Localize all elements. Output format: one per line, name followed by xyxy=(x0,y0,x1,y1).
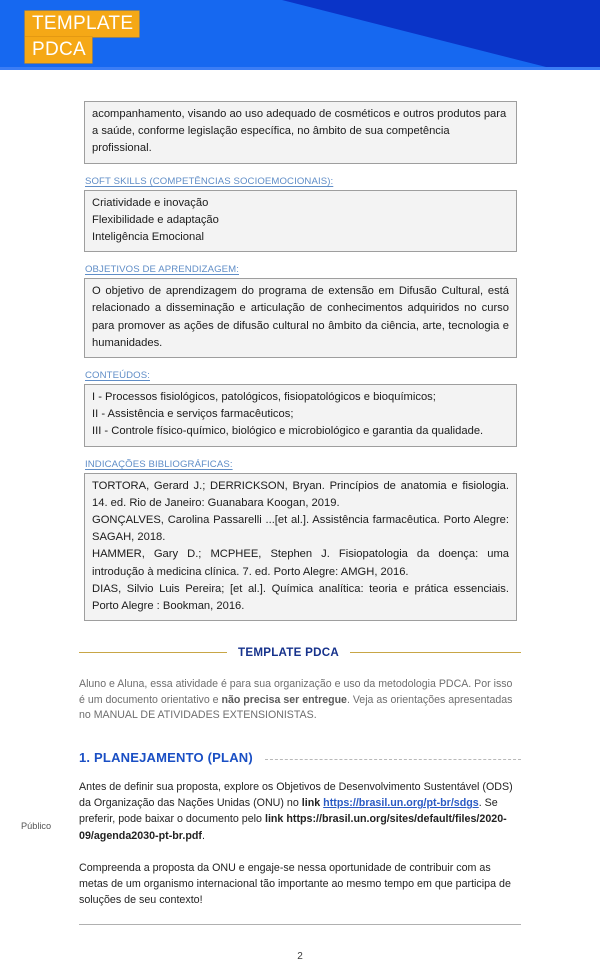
conteudos-item: I - Processos fisiológicos, patológicos, fisiopatológicos e bioquímicos; xyxy=(92,391,436,404)
plan-heading-dashed-rule xyxy=(265,759,521,760)
page-number: 2 xyxy=(297,951,303,962)
plan-paragraph-ods xyxy=(79,779,521,844)
pdca-intro-part2: . Veja as orientações apresentadas no MANUAL DE ATIVIDADES EXTENSIONISTAS. xyxy=(79,693,513,722)
soft-skills-caption: SOFT SKILLS (COMPETÊNCIAS SOCIOEMOCIONAIS): xyxy=(85,175,334,187)
footer-divider xyxy=(79,924,521,925)
ods-link-2[interactable]: https://brasil.un.org/sites/default/files/2020-09/agenda2030-pt-br.pdf xyxy=(79,813,507,842)
plan-para-part2: . Se preferir, pode baixar o documento pelo xyxy=(79,797,498,826)
pdca-rule-left xyxy=(79,652,227,653)
conteudos-box xyxy=(84,384,517,447)
bibliografia-box xyxy=(84,473,517,622)
document-page xyxy=(0,101,600,962)
pdca-title-row xyxy=(79,646,521,659)
bibliografia-item: GONÇALVES, Carolina Passarelli ...[et al.]. Assistência farmacêutica. Porto Alegre: SAGAH, 2018. xyxy=(92,514,509,544)
bibliografia-caption: INDICAÇÕES BIBLIOGRÁFICAS: xyxy=(85,458,233,470)
banner-template-label xyxy=(25,11,139,63)
syllabus-section xyxy=(84,101,517,621)
classification-label: Público xyxy=(21,821,52,831)
soft-skills-item: Inteligência Emocional xyxy=(92,231,204,244)
plan-link-label-1: link xyxy=(301,797,321,810)
banner-baseline-stripe xyxy=(0,67,600,70)
page-header-banner xyxy=(0,0,600,70)
pdca-title: TEMPLATE PDCA xyxy=(238,646,339,660)
bibliografia-item: HAMMER, Gary D.; MCPHEE, Stephen J. Fisiopatologia da doença: uma introdução à medicina clínica. 7. ed. Porto Alegre: AMGH, 2016. xyxy=(92,548,509,578)
soft-skills-item: Criatividade e inovação xyxy=(92,196,209,209)
banner-label-line-2: PDCA xyxy=(25,37,92,63)
pdca-intro-bold: não precisa ser entregue xyxy=(221,693,347,706)
soft-skills-box xyxy=(84,190,517,253)
banner-label-line-1: TEMPLATE xyxy=(25,11,139,37)
pdca-intro-paragraph xyxy=(79,677,521,724)
conteudos-item: III - Controle físico-químico, biológico e microbiológico e garantia da qualidade. xyxy=(92,425,484,438)
plan-step-heading-row xyxy=(79,750,521,765)
plan-step-heading: 1. PLANEJAMENTO (PLAN) xyxy=(79,750,253,766)
plan-para-part3: . xyxy=(201,829,205,842)
intro-continuation-text: acompanhamento, visando ao uso adequado de cosméticos e outros produtos para a saúde, conforme legislação específica, no âmbito de sua competência profissional. xyxy=(92,108,507,155)
bibliografia-item: DIAS, Silvio Luis Pereira; [et al.]. Química analítica: teoria e prática essenciais. Porto Alegre : Bookman, 2016. xyxy=(92,582,509,613)
pdca-rule-right xyxy=(350,652,521,653)
soft-skills-item: Flexibilidade e adaptação xyxy=(92,213,219,226)
plan-link-label-2: link xyxy=(264,813,284,826)
objetivos-box xyxy=(84,278,517,358)
conteudos-caption: CONTEÚDOS: xyxy=(85,370,150,382)
conteudos-item: II - Assistência e serviços farmacêuticos; xyxy=(92,408,294,421)
intro-continuation-box xyxy=(84,101,517,164)
pdca-intro-part1: Aluno e Aluna, essa atividade é para sua organização e uso da metodologia PDCA. Por isso é um documento orientativo e xyxy=(79,678,513,706)
objetivos-text: O objetivo de aprendizagem do programa de extensão em Difusão Cultural, está relacionado a disseminação e articulação de conhecimentos adquiridos no curso para promover as ações de difusão cultural no âmbito da ciência, arte, tecnologia e humanidades. xyxy=(92,285,509,349)
bibliografia-item: TORTORA, Gerard J.; DERRICKSON, Bryan. Princípios de anatomia e fisiologia. 14. ed. Rio de Janeiro: Guanabara Koogan, 2019. xyxy=(92,479,509,509)
plan-paragraph-engajamento: Compreenda a proposta da ONU e engaje-se nessa oportunidade de contribuir com as metas de um organismo internacional tão importante ao mesmo tempo em que participa de soluções de seu contexto! xyxy=(79,861,511,907)
plan-para-part1: Antes de definir sua proposta, explore os Objetivos de Desenvolvimento Sustentável (ODS) da Organização das Nações Unidas (ONU) no xyxy=(79,781,513,810)
ods-link-1[interactable]: https://brasil.un.org/pt-br/sdgs xyxy=(323,797,479,810)
pdca-template-section xyxy=(79,646,521,962)
objetivos-caption: OBJETIVOS DE APRENDIZAGEM: xyxy=(85,264,239,276)
